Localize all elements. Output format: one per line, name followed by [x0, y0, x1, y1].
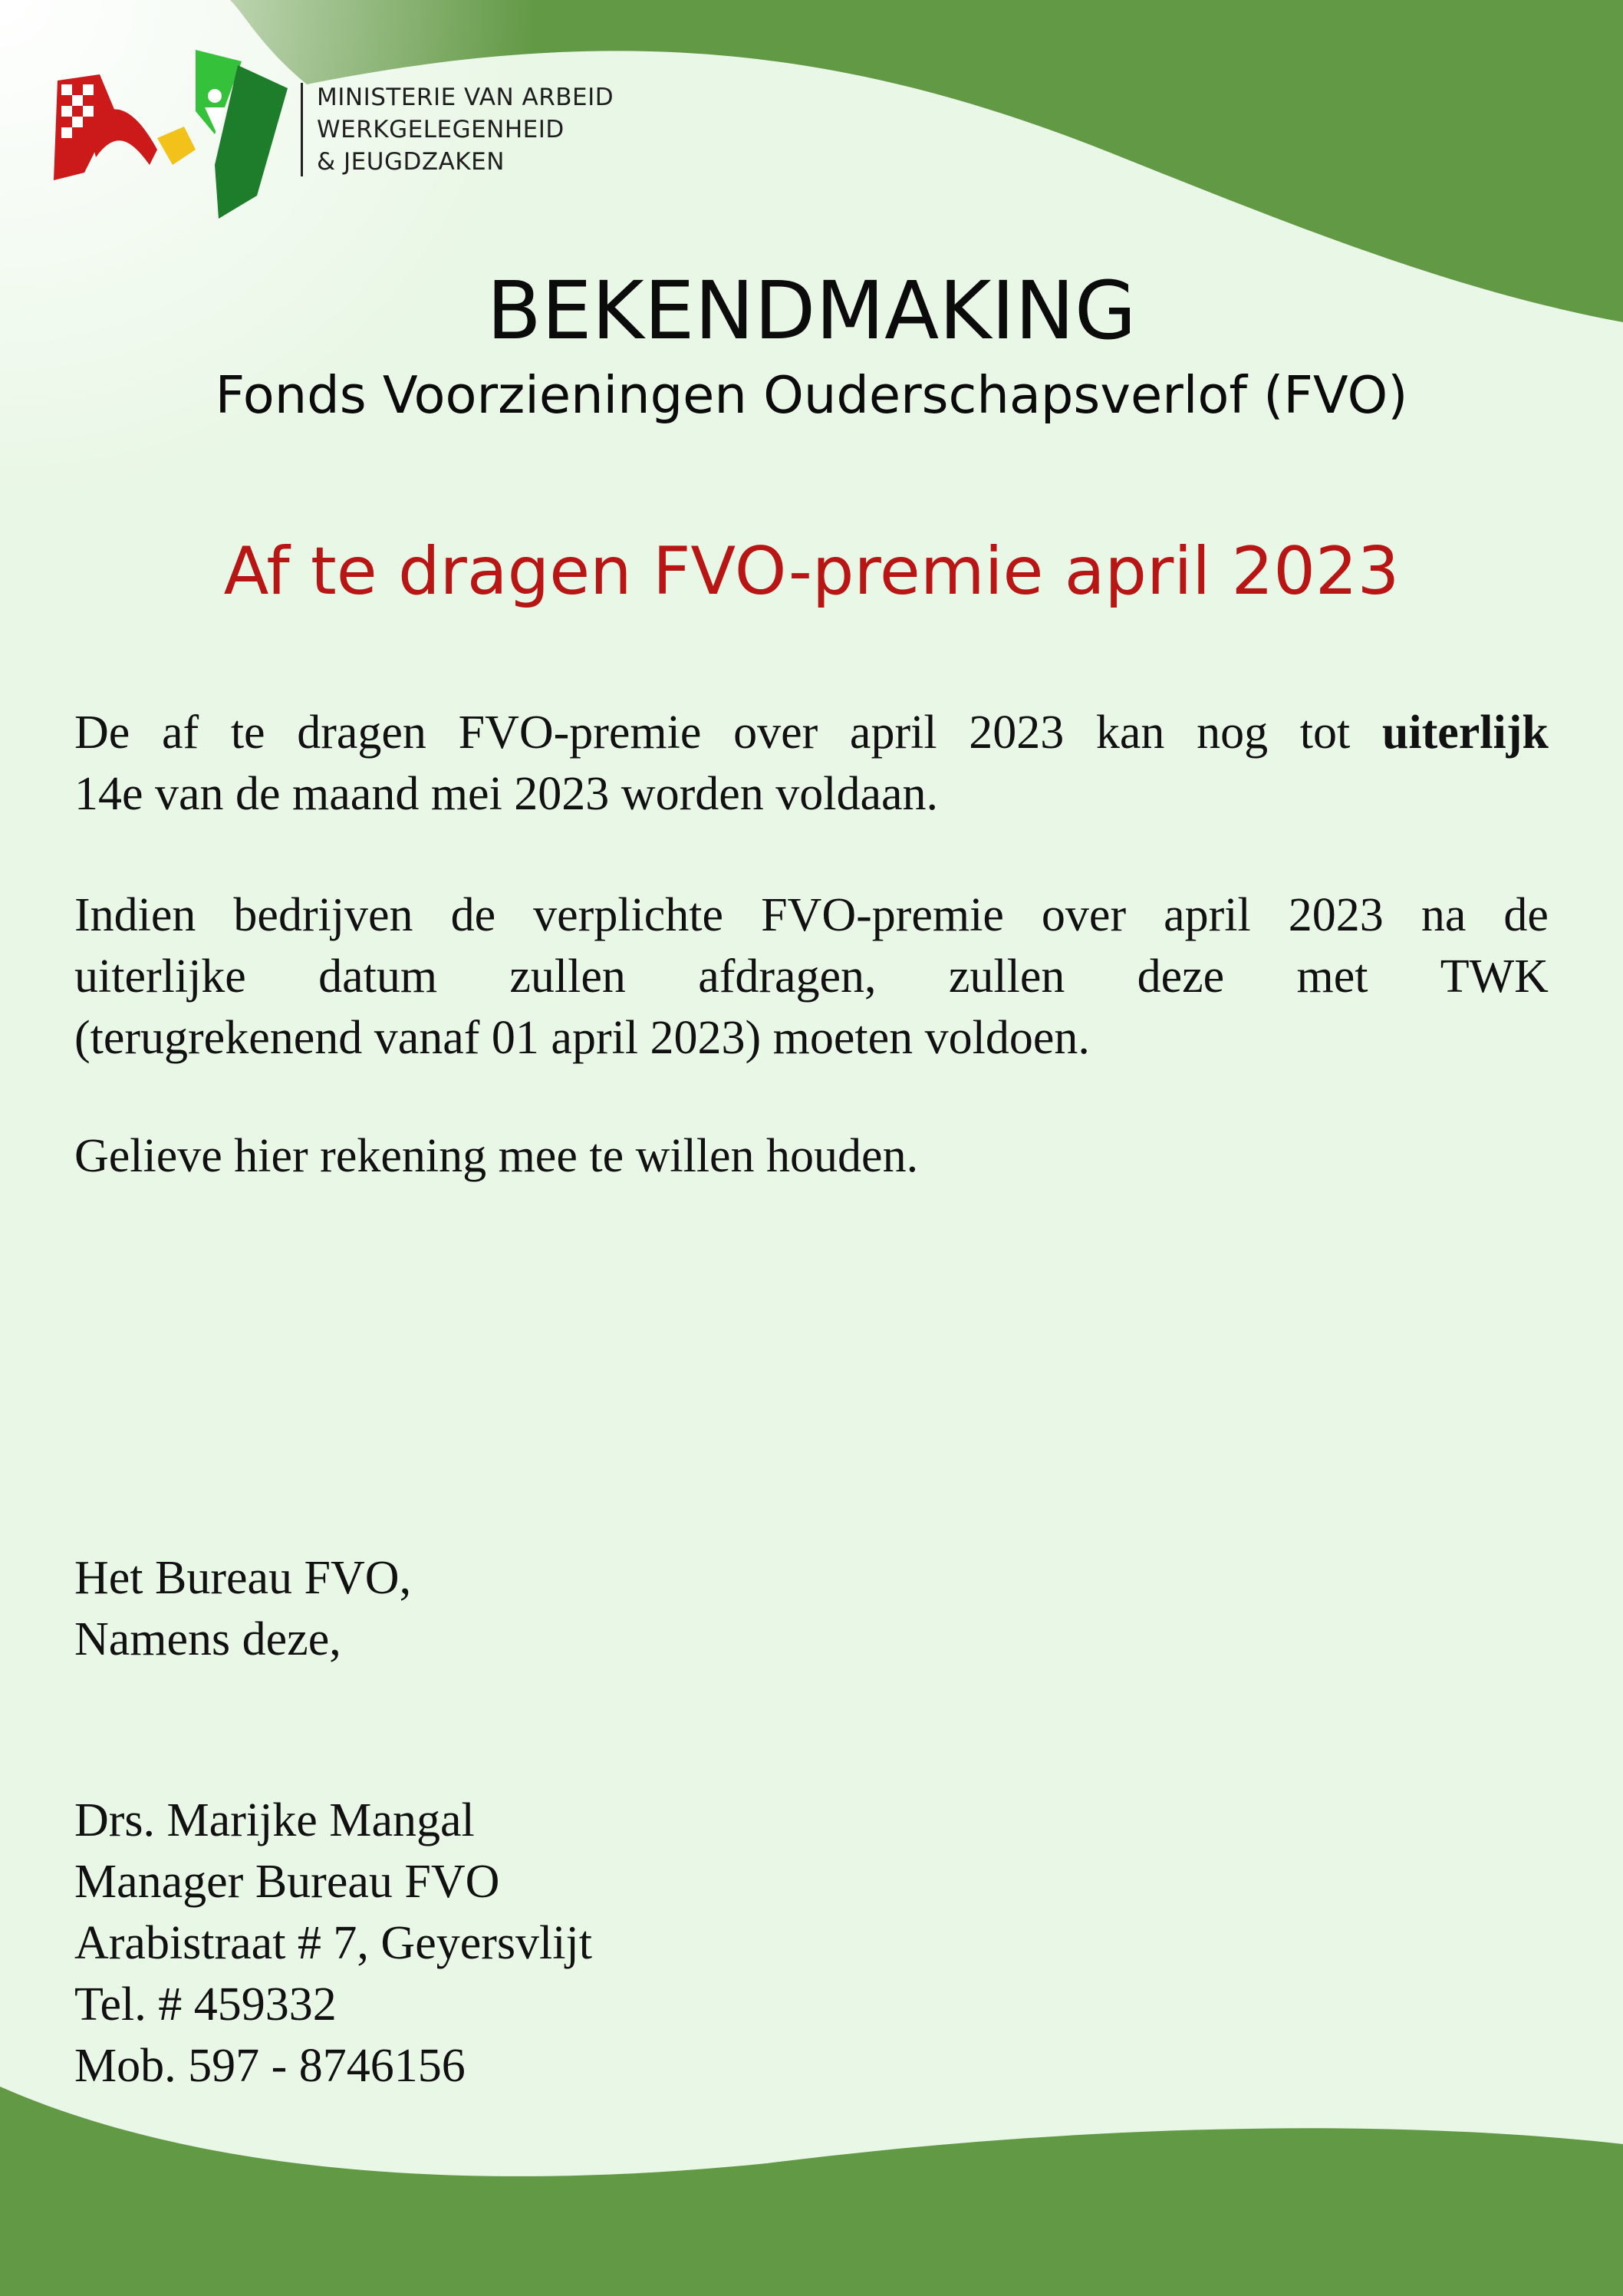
- word: dragen: [297, 707, 426, 759]
- word: tot: [1299, 707, 1351, 759]
- word: FVO-premie: [458, 707, 702, 759]
- paragraph-late-payment-line-3: (terugrekenend vanaf 01 april 2023) moeten voldoen.: [74, 1012, 1090, 1064]
- word: uiterlijke: [74, 950, 246, 1003]
- premium-heading: Af te dragen FVO-premie april 2023: [223, 533, 1400, 610]
- ministry-line-1: MINISTERIE VAN ARBEID: [317, 84, 614, 111]
- word: af: [161, 707, 199, 759]
- word: nog: [1197, 707, 1269, 759]
- word: afdragen,: [698, 950, 877, 1003]
- ministry-line-3: & JEUGDZAKEN: [317, 148, 505, 176]
- word: verplichte: [533, 889, 724, 941]
- word: de: [450, 889, 496, 941]
- word: FVO-premie: [761, 889, 1004, 941]
- word: 2023: [1288, 889, 1384, 941]
- word: kan: [1095, 707, 1165, 759]
- word: april: [849, 707, 937, 759]
- word: te: [230, 707, 265, 759]
- paragraph-late-payment-line-2: [74, 946, 1549, 1007]
- word: bedrijven: [233, 889, 413, 941]
- word: TWK: [1440, 950, 1549, 1003]
- signature-block: [74, 1790, 1549, 2097]
- word: Indien: [74, 889, 196, 941]
- paragraph-deadline-line-1: [74, 702, 1549, 763]
- paragraph-deadline-line-2: 14e van de maand mei 2023 worden voldaan.: [74, 768, 938, 820]
- office-address: Arabistraat # 7, Geyersvlijt: [74, 1917, 592, 1969]
- word: de: [1503, 889, 1549, 941]
- ministry-logo: [42, 42, 295, 226]
- word: over: [733, 707, 818, 759]
- signatory-role: Manager Bureau FVO: [74, 1856, 500, 1908]
- mobile-number: Mob. 597 - 8746156: [74, 2040, 466, 2092]
- word: na: [1421, 889, 1467, 941]
- paragraph-deadline: [74, 702, 1549, 825]
- paragraph-late-payment-line-1: [74, 884, 1549, 946]
- bold-word-uiterlijk: uiterlijk: [1381, 707, 1549, 759]
- notice-subtitle: Fonds Voorzieningen Ouderschapsverlof (FVO): [215, 365, 1408, 425]
- word: zullen: [948, 950, 1065, 1003]
- closing-line-1: Het Bureau FVO,: [74, 1552, 412, 1604]
- ministry-name: [317, 81, 614, 178]
- closing-line-2: Namens deze,: [74, 1613, 341, 1665]
- word: met: [1296, 950, 1368, 1003]
- ministry-line-2: WERKGELEGENHEID: [317, 116, 565, 143]
- word: deze: [1137, 950, 1225, 1003]
- word: april: [1164, 889, 1251, 941]
- phone-number: Tel. # 459332: [74, 1978, 337, 2031]
- signatory-name: Drs. Marijke Mangal: [74, 1794, 475, 1846]
- word: De: [74, 707, 130, 759]
- word: 2023: [969, 707, 1065, 759]
- word: datum: [318, 950, 438, 1003]
- paragraph-request: [74, 1125, 1549, 1187]
- paragraph-late-payment: [74, 884, 1549, 1069]
- closing-block: [74, 1547, 1549, 1670]
- paragraph-request-text: Gelieve hier rekening mee te willen houden.: [74, 1130, 919, 1182]
- notice-title: BEKENDMAKING: [486, 264, 1137, 357]
- word: zullen: [509, 950, 626, 1003]
- logo-divider: [301, 83, 303, 176]
- word: over: [1041, 889, 1127, 941]
